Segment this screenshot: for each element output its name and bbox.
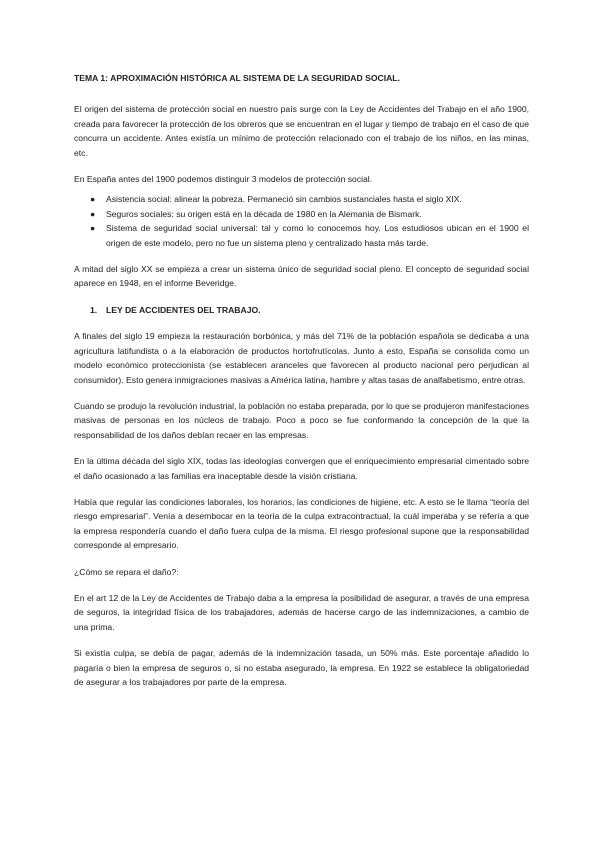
list-item-text: Seguros sociales: su origen está en la década de 1980 en la Alemania de Bismark. [106,208,422,219]
paragraph-models-intro: En España antes del 1900 podemos distinguir 3 modelos de protección social. [74,174,373,185]
models-list [74,192,529,250]
document-body [74,66,529,689]
paragraph-art12: En el art 12 de la Ley de Accidentes de Trabajo daba a la empresa la posibilidad de asegurar, a través de una empresa de seguros, la integridad física de los trabajadores, además de hacerse cargo de las indemnizaciones, a cambio de una prima. [74,592,529,632]
list-item-text: Sistema de seguridad social universal: tal y como lo conocemos hoy. Los estudiosos ubican en el 1900 el origen de este modelo, pero no fue un sistema pleno y centralizado hasta más tarde. [106,223,529,248]
document-title: TEMA 1: APROXIMACIÓN HISTÓRICA AL SISTEMA DE LA SEGURIDAD SOCIAL. [74,73,400,83]
list-item [90,221,529,250]
paragraph-ideologias: En la última década del siglo XIX, todas las ideologías convergen que el enriquecimiento empresarial cimentado sobre el daño ocasionado a las familias era inaceptable desde la visión cristiana. [74,456,529,481]
paragraph-revolucion: Cuando se produjo la revolución industrial, la población no estaba preparada, por lo que se produjeron manifestaciones masivas de personas en los núcleos de trabajo. Poco a poco se fue conformando la concepción de la que la responsabilidad de los daños debían recaer en las empresas. [74,400,529,440]
paragraph-riesgo: Había que regular las condiciones laborales, los horarios, las condiciones de higiene, etc. A esto se le llama “teoría del riesgo empresarial”. Venía a desembocar en la teoría de la culpa extracontractual, la cuál imperaba y se refería a que la empresa respondería cuando el daño fuera culpa de la misma. El riesgo profesional supone que la responsabilidad corresponde al empresario. [74,496,529,551]
list-item-text: Asistencia social: alinear la pobreza. Permaneció sin cambios sustanciales hasta el siglo XIX. [106,194,462,205]
section-number: 1. [90,304,98,315]
section-heading [74,303,529,317]
list-item [90,192,529,206]
bullet-icon: ● [90,223,96,234]
list-item [90,207,529,221]
paragraph-restauracion: A finales del siglo 19 empieza la restauración borbónica, y más del 71% de la población española se dedicaba a una agricultura latifundista o a la elaboración de productos hortofrutícolas. Junto a esto, España se consolida como un modelo económico proteccionista (se establecen aranceles que favorecen al producto nacional pero perjudican al consumidor). Esto genera inmigraciones masivas a América latina, hambre y altas tasas de analfabetismo, entre otras. [74,331,529,385]
paragraph-origin: El origen del sistema de protección social en nuestro país surge con la Ley de Accidentes del Trabajo en el año 1900, creada para favorecer la protección de los obreros que se encuentran en el lugar y tiempo de trabajo en el caso de que concurra un accidente. Antes existía un mínimo de protección relacionado con el trabajo de los niños, en las minas, etc. [74,104,529,158]
bullet-icon: ● [90,194,96,205]
paragraph-question: ¿Cómo se repara el daño?: [74,566,179,577]
section-title: LEY DE ACCIDENTES DEL TRABAJO. [106,304,261,315]
paragraph-culpa: Si existía culpa, se debía de pagar, además de la indemnización tasada, un 50% más. Este porcentaje añadido lo pagaría o bien la empresa de seguros o, si no estaba asegurado, la empresa. En 1922 se establece la obligatoriedad de asegurar a los trabajadores por parte de la empresa. [74,648,529,687]
bullet-icon: ● [90,208,96,219]
paragraph-beveridge: A mitad del siglo XX se empieza a crear un sistema único de seguridad social pleno. El concepto de seguridad social aparece en 1948, en el informe Beveridge. [74,264,529,289]
